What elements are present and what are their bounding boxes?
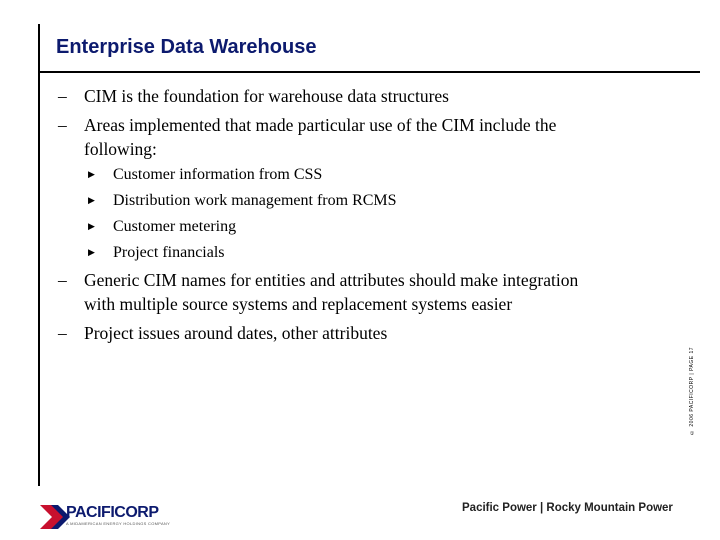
arrow-bullet-icon: ▶ <box>88 221 95 231</box>
page-title: Enterprise Data Warehouse <box>56 36 317 58</box>
dash-marker: – <box>58 270 67 290</box>
sub-bullet-item <box>88 187 397 214</box>
sub-bullet-text: Customer metering <box>113 218 237 235</box>
sub-bullet-text: Customer information from CSS <box>113 166 323 183</box>
arrow-bullet-icon: ▶ <box>88 195 95 205</box>
sub-bullet-item <box>88 161 322 188</box>
copyright-side-note: © 2006 PACIFICORP | PAGE 17 <box>689 346 695 435</box>
arrow-bullet-icon: ▶ <box>88 247 95 257</box>
sub-bullet-item <box>88 213 236 240</box>
logo-tagline: A MIDAMERICAN ENERGY HOLDINGS COMPANY <box>66 521 171 526</box>
brand-wordmark-right: Pacific Power | Rocky Mountain Power <box>462 502 673 514</box>
logo-wordmark: PACIFICORP <box>66 504 159 521</box>
bullet-text: following: <box>84 139 157 159</box>
dash-marker: – <box>58 86 67 106</box>
bullet-text: with multiple source systems and replacement systems easier <box>84 294 513 314</box>
bullet-text: Areas implemented that made particular use of the CIM include the <box>84 115 557 135</box>
sub-bullet-text: Distribution work management from RCMS <box>113 192 397 209</box>
bullet-text: Generic CIM names for entities and attributes should make integration <box>84 270 579 290</box>
left-vertical-rule <box>38 24 40 486</box>
bullet-text: CIM is the foundation for warehouse data structures <box>84 86 449 106</box>
title-underline-rule <box>38 71 700 73</box>
dash-marker: – <box>58 323 67 343</box>
sub-bullet-item <box>88 239 225 266</box>
dash-marker: – <box>58 115 67 135</box>
bullet-text: Project issues around dates, other attributes <box>84 323 388 343</box>
arrow-bullet-icon: ▶ <box>88 169 95 179</box>
sub-bullet-text: Project financials <box>113 244 225 261</box>
